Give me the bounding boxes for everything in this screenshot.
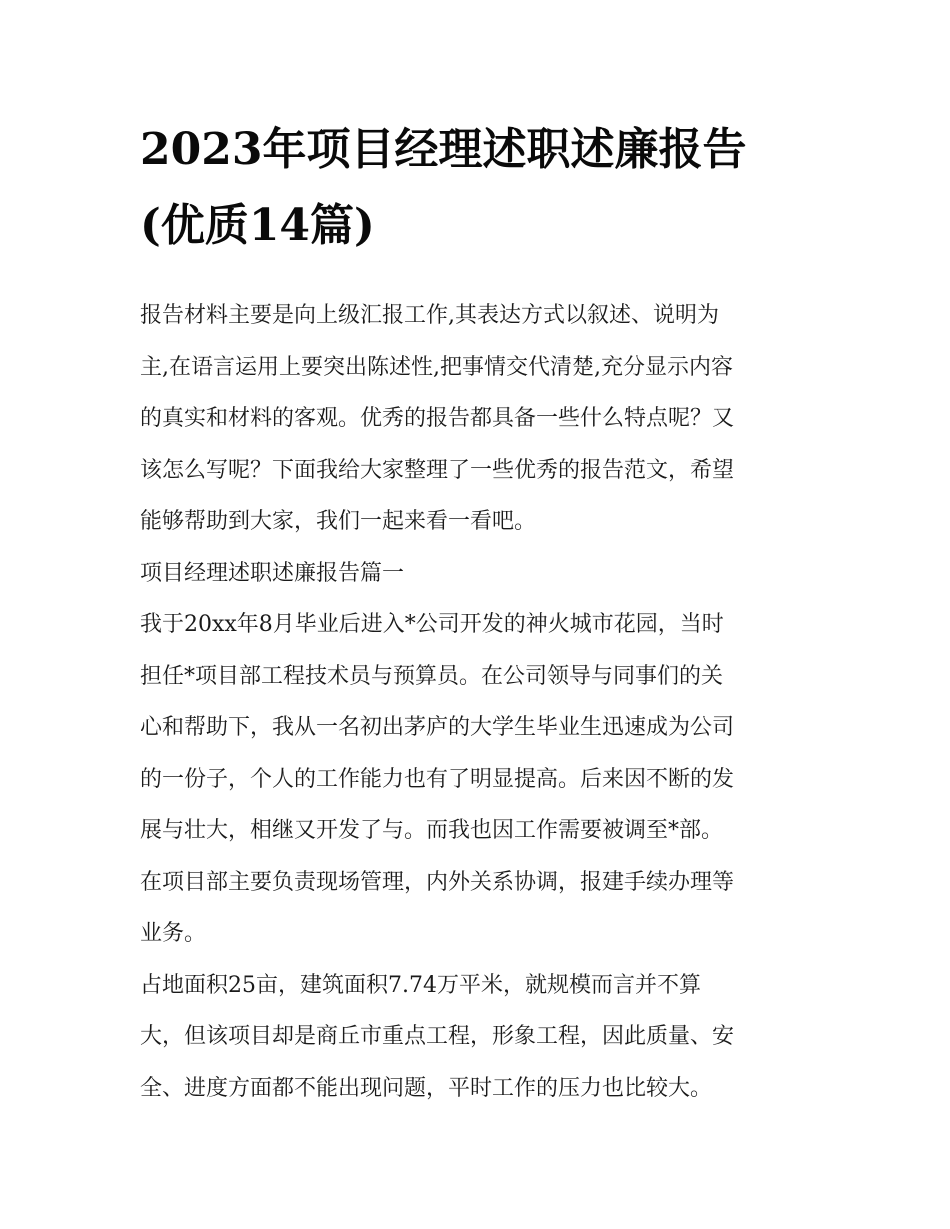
paragraph-line: 占地面积25亩，建筑面积7.74万平米，就规模而言并不算 bbox=[140, 972, 701, 998]
paragraph-line: 我于20xx年8月毕业后进入*公司开发的神火城市花园，当时 bbox=[140, 612, 724, 637]
paragraph-line: 全、进度方面都不能出现问题，平时工作的压力也比较大。 bbox=[140, 1075, 713, 1101]
paragraph-line: 大，但该项目却是商丘市重点工程，形象工程，因此质量、安 bbox=[140, 1024, 735, 1049]
paragraph-line: 展与壮大，相继又开发了与。而我也因工作需要被调至*部。 bbox=[140, 818, 724, 843]
intro-line: 能够帮助到大家，我们一起来看一看吧。 bbox=[140, 509, 537, 534]
intro-line: 主,在语言运用上要突出陈述性,把事情交代清楚,充分显示内容 bbox=[140, 354, 733, 380]
document-title bbox=[140, 112, 815, 264]
intro-line: 报告材料主要是向上级汇报工作,其表达方式以叙述、说明为 bbox=[140, 303, 719, 328]
title-line-2: (优质14篇) bbox=[140, 200, 375, 251]
document-page bbox=[140, 112, 815, 1114]
title-line-1: 2023年项目经理述职述廉报告 bbox=[140, 124, 747, 175]
paragraph-line: 业务。 bbox=[140, 921, 207, 946]
document-body bbox=[140, 290, 815, 1114]
intro-line: 该怎么写呢？下面我给大家整理了一些优秀的报告范文，希望 bbox=[140, 457, 735, 483]
paragraph-line: 在项目部主要负责现场管理，内外关系协调，报建手续办理等 bbox=[140, 869, 735, 895]
section-heading: 项目经理述职述廉报告篇一 bbox=[140, 560, 405, 586]
paragraph-line: 担任*项目部工程技术员与预算员。在公司领导与同事们的关 bbox=[140, 663, 724, 689]
paragraph-line: 心和帮助下，我从一名初出茅庐的大学生毕业生迅速成为公司 bbox=[140, 715, 735, 740]
intro-line: 的真实和材料的客观。优秀的报告都具备一些什么特点呢？又 bbox=[140, 406, 735, 431]
paragraph-line: 的一份子，个人的工作能力也有了明显提高。后来因不断的发 bbox=[140, 766, 735, 792]
